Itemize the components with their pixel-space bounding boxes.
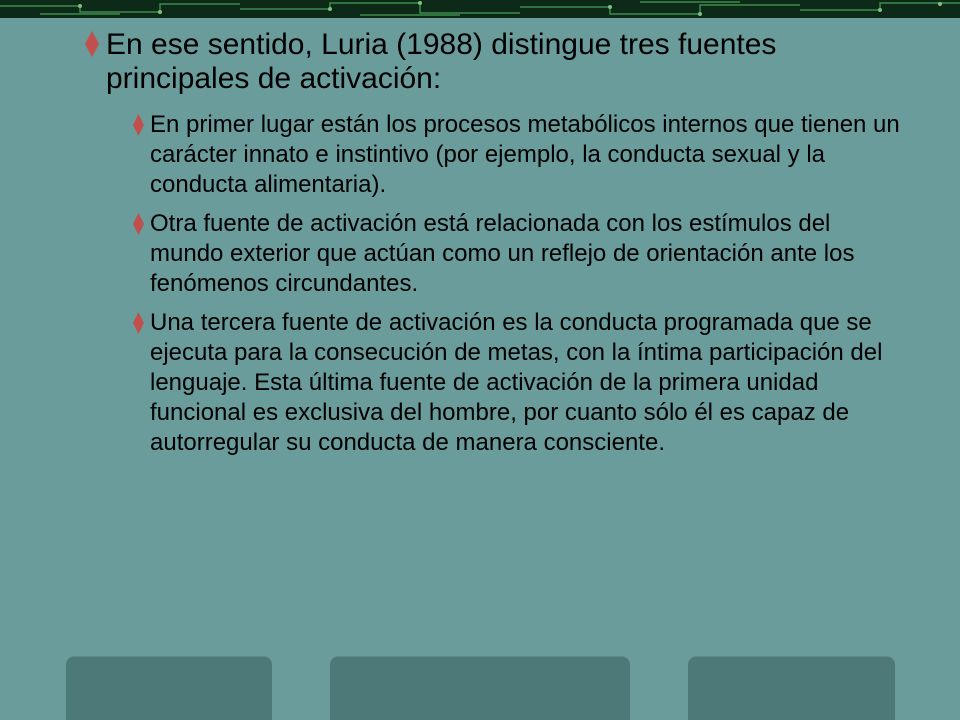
footer-tab-right (688, 656, 895, 720)
diamond-bullet-icon (132, 212, 145, 236)
sub-bullet-text: En primer lugar están los procesos metabólicos internos que tienen un carácter innato e instintivo (por ejemplo, la conducta sexual y la conducta alimentaria). (150, 111, 900, 198)
diamond-bullet-icon (84, 30, 100, 58)
circuit-pattern-icon (0, 0, 960, 18)
diamond-bullet-icon (132, 113, 145, 137)
diamond-bullet-icon (132, 311, 145, 335)
sub-bullet-1 (84, 110, 904, 200)
main-bullet-text: En ese sentido, Luria (1988) distingue tres fuentes principales de activación: (106, 28, 777, 95)
sub-bullet-text: Otra fuente de activación está relacionada con los estímulos del mundo exterior que actúan como un reflejo de orientación ante los fenómenos circundantes. (150, 210, 855, 297)
sub-bullet-2 (84, 209, 904, 299)
sub-bullet-text: Una tercera fuente de activación es la conducta programada que se ejecuta para la consecución de metas, con la íntima participación del lenguaje. Esta última fuente de activación de la primera unidad funcional es exclusiva del hombre, por cuanto sólo él es capaz de autorregular su conducta de manera consciente. (150, 309, 883, 456)
slide-content (84, 28, 904, 467)
footer-tab-center (330, 656, 630, 720)
main-bullet (84, 28, 904, 96)
sub-bullet-3 (84, 308, 904, 458)
footer-tab-left (66, 656, 272, 720)
header-circuit-band (0, 0, 960, 18)
